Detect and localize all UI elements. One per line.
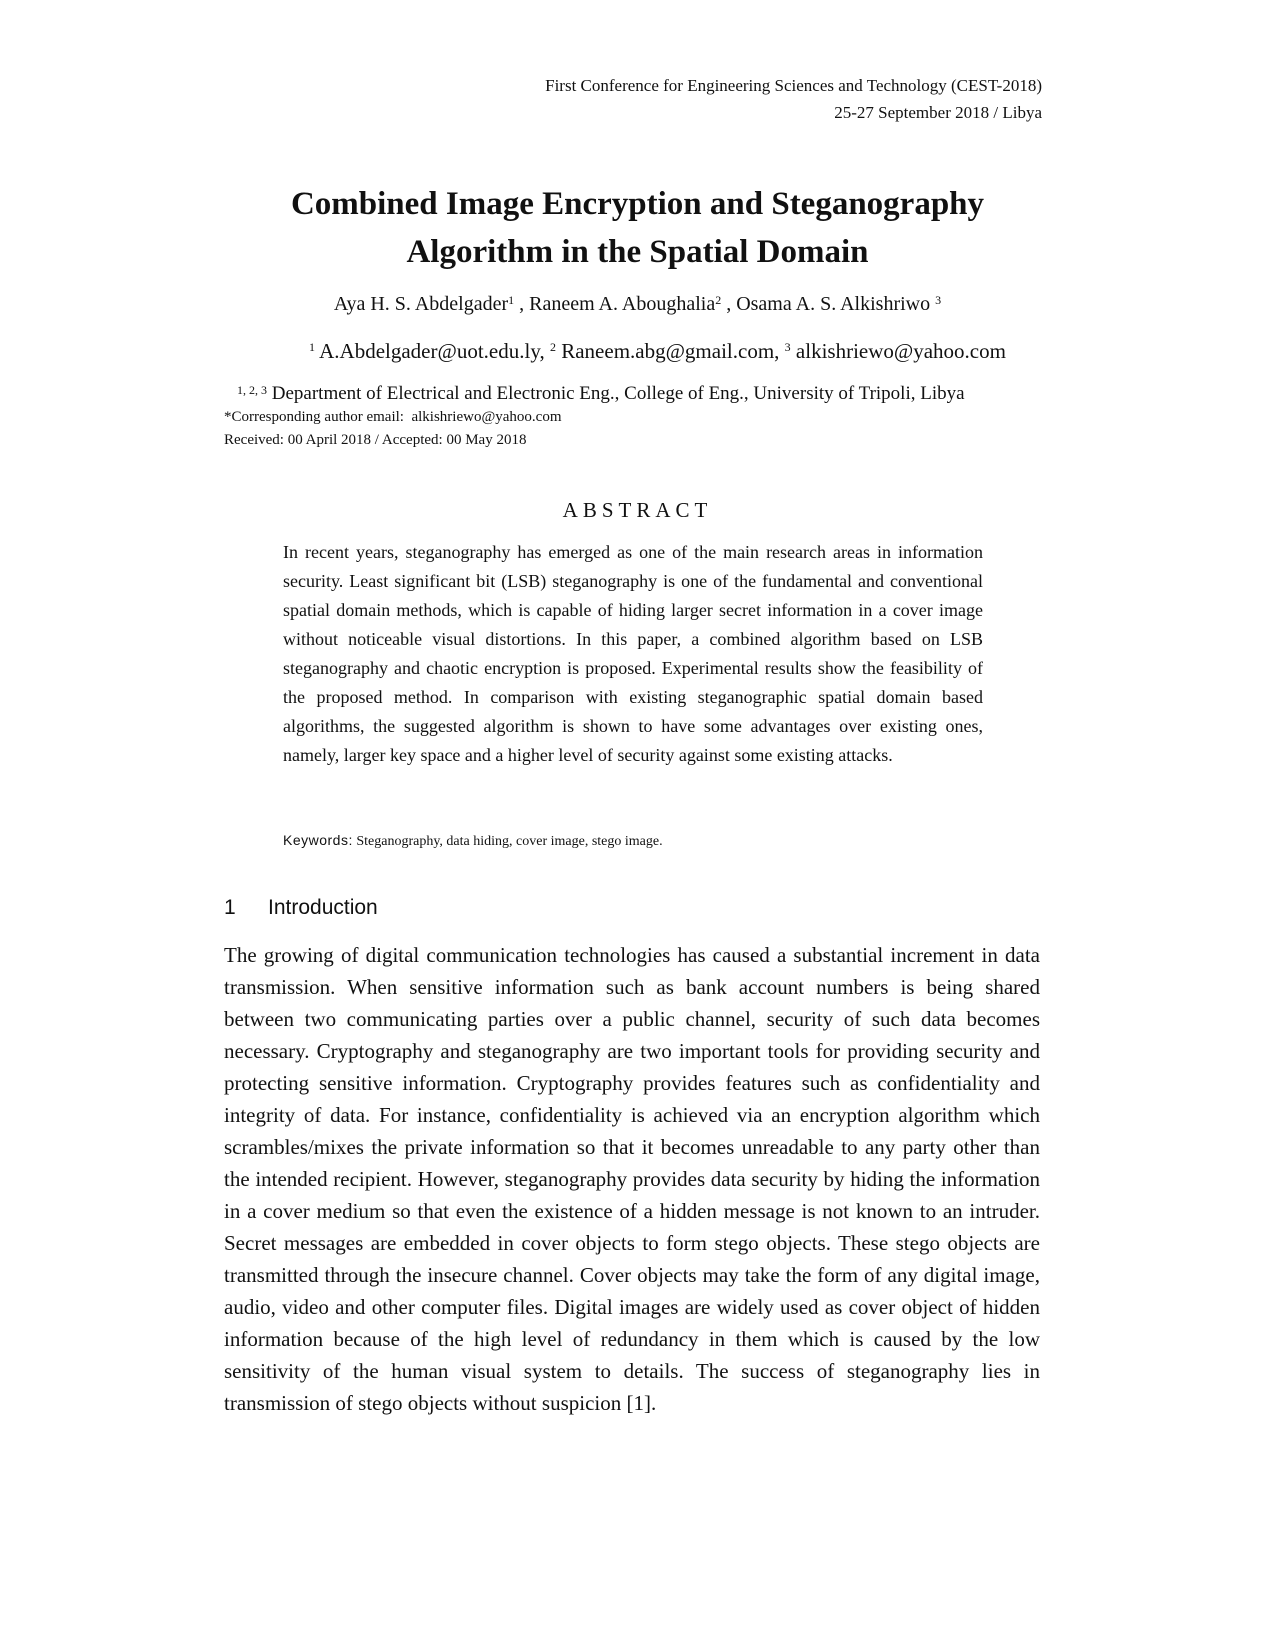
author-sup: 2 (715, 293, 722, 307)
author-name: Osama A. S. Alkishriwo (736, 293, 931, 315)
title-line-1: Combined Image Encryption and Steganography (290, 186, 985, 222)
email-sup: 2 (549, 340, 556, 354)
conference-date: 25-27 September 2018 / Libya (834, 103, 1042, 122)
affiliation (237, 382, 965, 406)
introduction-text: The growing of digital communication technologies has caused a substantial increment in data transmission. When sensitive information such as bank account numbers is being shared between two communicating parties over a public channel, security of such data becomes necessary. Cryptography and steganography are two important tools for providing security and protecting sensitive information. Cryptography provides features such as confidentiality and integrity of data. For instance, confidentiality is achieved via an encryption algorithm which scrambles/mixes the private information so that it becomes unreadable to any party other than the intended recipient. However, steganography provides data security by hiding the information in a cover medium so that even the existence of a hidden message is not known to an intruder. Secret messages are embedded in cover objects to form stego objects. These stego objects are transmitted through the insecure channel. Cover objects may take the form of any digital image, audio, video and other computer files. Digital images are widely used as cover object of hidden information because of the high level of redundancy in them which is caused by the low sensitivity of the human visual system to details. The success of steganography lies in transmission of stego objects without suspicion [1]. (224, 943, 1040, 1415)
paper-title (0, 180, 1275, 276)
section-heading-introduction (224, 896, 378, 920)
corresponding-email[interactable]: alkishriewo@yahoo.com (411, 409, 562, 425)
affiliation-sup: 1, 2, 3 (237, 383, 267, 397)
abstract-heading: ABSTRACT (562, 498, 713, 522)
corresponding-author (224, 407, 562, 427)
received-dates: Received: 00 April 2018 / Accepted: 00 May 2018 (224, 432, 527, 448)
corresponding-label: *Corresponding author email: (224, 409, 404, 425)
author-sup: 1 (508, 293, 515, 307)
author-email[interactable]: alkishriewo@yahoo.com (795, 339, 1006, 363)
title-line-2: Algorithm in the Spatial Domain (406, 234, 869, 270)
abstract-text: In recent years, steganography has emerged as one of the main research areas in information security. Least significant bit (LSB) steganography is one of the fundamental and conventional spatial domain methods, which is capable of hiding larger secret information in a cover image without noticeable visual distortions. In this paper, a combined algorithm based on LSB steganography and chaotic encryption is proposed. Experimental results show the feasibility of the proposed method. In comparison with existing steganographic spatial domain based algorithms, the suggested algorithm is shown to have some advantages over existing ones, namely, larger key space and a higher level of security against some existing attacks. (283, 542, 983, 765)
author-list: Aya H. S. Abdelgader$^1$ , Raneem A. Aboughalia$^2$ , Osama A. S. Alkishriwo $^3$ (333, 293, 942, 315)
author-name: Aya H. S. Abdelgader (333, 293, 509, 315)
section-title: Introduction (268, 896, 378, 919)
author-name: Raneem A. Aboughalia (529, 293, 716, 315)
email-sup: 3 (784, 340, 791, 354)
author-sup: 3 (935, 293, 942, 307)
keywords (283, 832, 663, 850)
keywords-label: Keywords: (283, 832, 353, 848)
author-email[interactable]: Raneem.abg@gmail.com (561, 339, 775, 363)
author-email[interactable]: A.Abdelgader@uot.edu.ly (319, 339, 540, 363)
keywords-text: Steganography, data hiding, cover image, stego image. (356, 834, 663, 849)
author-emails: $^1$ A.Abdelgader@uot.edu.ly, $^2$ Raneem.abg@gmail.com, $^3$ alkishriewo@yahoo.com (309, 339, 1006, 363)
email-sup: 1 (309, 340, 316, 354)
affiliation-text: Department of Electrical and Electronic Eng., College of Eng., University of Tripoli, Libya (271, 383, 965, 404)
conference-header (545, 72, 1042, 126)
section-number: 1 (224, 896, 236, 919)
conference-name: First Conference for Engineering Sciences and Technology (CEST-2018) (545, 76, 1042, 95)
